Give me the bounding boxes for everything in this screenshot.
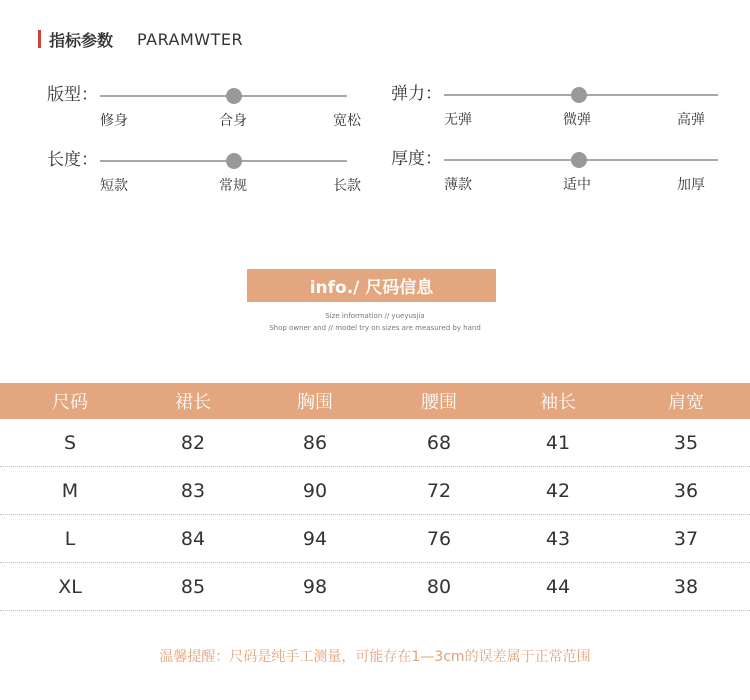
param-elasticity (391, 83, 705, 143)
size-table-header (0, 383, 750, 419)
header-cell-size: 尺码 (52, 392, 88, 413)
param-option: 高弹 (677, 112, 705, 128)
measurement-note: 温馨提醒：尺码是纯手工测量，可能存在1—3cm的误差属于正常范围 (159, 649, 591, 665)
header-cell-bust: 胸围 (297, 392, 333, 413)
table-row (0, 563, 750, 611)
size-info-banner (247, 269, 496, 302)
table-cell: 42 (545, 479, 571, 502)
table-row (0, 467, 750, 515)
table-cell: 98 (302, 575, 328, 598)
param-indicator-dot (571, 152, 587, 168)
table-cell: 90 (302, 479, 328, 502)
param-fit (47, 84, 361, 144)
header-cell-shoulder: 肩宽 (668, 392, 704, 413)
param-label: 长度： (47, 150, 98, 170)
param-option: 长款 (333, 178, 361, 194)
param-option: 宽松 (333, 113, 361, 129)
table-cell: 85 (180, 575, 206, 598)
table-cell: 84 (180, 527, 206, 550)
param-indicator-dot (571, 87, 587, 103)
header-title: 指标参数 (49, 30, 114, 50)
table-cell: 36 (673, 479, 699, 502)
param-option: 短款 (100, 178, 128, 194)
param-length (47, 149, 361, 209)
table-cell: 35 (673, 431, 699, 454)
param-option: 无弹 (444, 112, 472, 128)
table-cell: S (63, 431, 77, 454)
table-cell: 76 (426, 527, 452, 550)
param-option: 合身 (219, 113, 247, 129)
header-subtitle: PARAMWTER (137, 29, 244, 49)
size-info-subtitle-2: Shop owner and // model try on sizes are measured by hand (269, 324, 481, 332)
param-scale-line (100, 95, 347, 97)
param-label: 厚度： (391, 149, 442, 169)
size-info-subtitle-1: Size information // yueyusjia (325, 312, 425, 320)
section-header (38, 28, 243, 50)
table-cell: L (64, 527, 76, 550)
table-cell: M (61, 479, 79, 502)
param-option: 加厚 (677, 177, 705, 193)
size-info-title: info./ 尺码信息 (309, 278, 434, 298)
size-table (0, 383, 750, 611)
header-cell-waist: 腰围 (421, 392, 457, 413)
table-cell: 68 (426, 431, 452, 454)
table-row (0, 419, 750, 467)
table-cell: 94 (302, 527, 328, 550)
table-cell: XL (58, 575, 82, 598)
param-indicator-dot (226, 88, 242, 104)
param-option: 常规 (219, 178, 247, 194)
param-label: 弹力： (391, 84, 442, 104)
param-option: 修身 (100, 113, 128, 129)
param-label: 版型： (47, 85, 98, 105)
param-option: 适中 (563, 177, 591, 193)
param-indicator-dot (226, 153, 242, 169)
table-cell: 72 (426, 479, 452, 502)
param-option: 薄款 (444, 177, 472, 193)
table-cell: 44 (545, 575, 571, 598)
table-cell: 37 (673, 527, 699, 550)
table-cell: 82 (180, 431, 206, 454)
table-cell: 43 (545, 527, 571, 550)
param-scale-line (100, 160, 347, 162)
table-cell: 41 (545, 431, 571, 454)
table-cell: 38 (673, 575, 699, 598)
param-option: 微弹 (563, 112, 591, 128)
param-thickness (391, 148, 705, 208)
table-cell: 80 (426, 575, 452, 598)
header-cell-dress-length: 裙长 (175, 392, 211, 413)
table-cell: 86 (302, 431, 328, 454)
header-cell-sleeve: 袖长 (540, 392, 576, 413)
table-row (0, 515, 750, 563)
header-accent-bar (38, 30, 41, 48)
table-cell: 83 (180, 479, 206, 502)
